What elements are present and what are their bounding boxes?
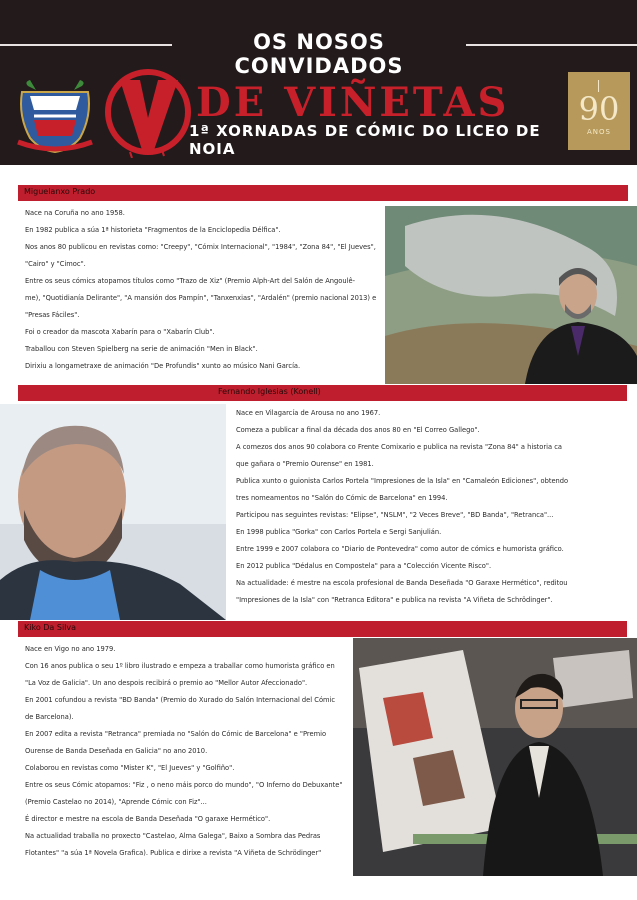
bio-line: Flotantes" "a súa 1ª Novela Grafica). Publica e dirixe a revista "A Viñeta de Schrödinger"	[25, 849, 322, 857]
bio-line: En 1982 publica a súa 1ª historieta "Fragmentos de la Enciclopedia Délfica".	[25, 226, 281, 234]
bio-line: Entre 1999 e 2007 colabora co "Diario de Pontevedra" como autor de cómics e humorista gráfico.	[236, 545, 564, 553]
bio-line: Ourense de Banda Deseñada en Galicia" no ano 2010.	[25, 747, 208, 755]
bio-line: Nos anos 80 publicou en revistas como: "Creepy", "Cómix Internacional", "1984", "Zona 84", "El Jueves",	[25, 243, 376, 251]
bio-line: "Cairo" y "Cimoc".	[25, 260, 86, 268]
guest-photo	[385, 206, 637, 384]
guest-photo	[353, 638, 637, 876]
bio-line: Na actualidade: é mestre na escola profesional de Banda Deseñada "O Garaxe Hermético", reditou	[236, 579, 568, 587]
page-title: OS NOSOS CONVIDADOS	[234, 30, 404, 78]
bio-line: Na actualidad traballa no proxecto "Castelao, Alma Galega", Baixo a Sombra das Pedras	[25, 832, 321, 840]
bio-line: (Premio Castelao no 2014), "Aprende Cómic con Fiz"...	[25, 798, 207, 806]
brand-title: DE VIÑETAS	[196, 79, 510, 126]
bio-line: É director e mestre na escola de Banda Deseñada "O garaxe Hermético".	[25, 815, 271, 823]
anniversary-logo	[568, 72, 630, 150]
bio-line: En 2007 edita a revista "Retranca" premiada no "Salón do Cómic de Barcelona" e "Premio	[25, 730, 327, 738]
title-rule-left	[0, 44, 172, 46]
guest-name: Fernando Iglesias (Konell)	[218, 387, 321, 396]
bio-line: Dirixiu a longametraxe de animación "De Profundis" xunto ao músico Nani García.	[25, 362, 301, 370]
bio-line: Entre os seus Cómic atopamos: "Fiz , o neno máis porco do mundo", "O Inferno do Debuxante"	[25, 781, 343, 789]
bio-line: de Barcelona).	[25, 713, 74, 721]
guest-header-bar	[18, 185, 628, 201]
bio-line: En 2001 cofundou a revista "BD Banda" (Premio do Xurado do Salón Internacional del Cómic	[25, 696, 336, 704]
bio-line: me), "Quotidianía Delirante", "A mansión dos Pampín", "Tanxenxias", "Ardalén" (premio nacional 2013) e	[25, 294, 377, 302]
bio-line: "La Voz de Galicia". Un ano despois recibirá o premio ao "Mellor Autor Afeccionado".	[25, 679, 308, 687]
guest-name: Kiko Da Silva	[24, 623, 77, 632]
bio-line: Con 16 anos publica o seu 1º libro ilustrado e empeza a traballar como humorista gráfico en	[25, 662, 335, 670]
bio-line: Nace en Vigo no ano 1979.	[25, 645, 116, 653]
bio-line: Nace en Vilagarcía de Arousa no ano 1967.	[236, 409, 381, 417]
bio-line: que gañara o "Premio Ourense" en 1981.	[236, 460, 374, 468]
liceo-crest-icon	[16, 76, 94, 154]
bio-line: Traballou con Steven Spielberg na serie de animación "Men in Black".	[25, 345, 258, 353]
bio-line: Participou nas seguintes revistas: "Elipse", "NSLM", "2 Veces Breve", "BD Banda", "Retranca"...	[236, 511, 554, 519]
anniversary-number: 90	[578, 90, 620, 128]
v-logo-icon	[100, 66, 196, 158]
guest-name: Miguelanxo Prado	[24, 187, 96, 196]
event-subtitle: 1ª XORNADAS DE CÓMIC DO LICEO DE NOIA	[189, 122, 541, 158]
bio-line: "Presas Fáciles".	[25, 311, 80, 319]
bio-line: "Impresiones de la Isla" con "Retranca Editora" e publica na revista "A Viñeta de Schrödinger".	[236, 596, 553, 604]
guest-bio	[236, 405, 632, 609]
anniversary-label: ANOS	[587, 128, 611, 136]
title-rule-right	[466, 44, 637, 46]
guest-bio	[25, 205, 385, 375]
header-banner	[0, 0, 637, 165]
bio-line: A comezos dos anos 90 colabora co Frente Comixario e publica na revista "Zona 84" a historia ca	[236, 443, 563, 451]
bio-line: En 1998 publica "Gorka" con Carlos Portela e Sergi Sanjulián.	[236, 528, 442, 536]
bio-line: tres nomeamentos no "Salón do Cómic de Barcelona" en 1994.	[236, 494, 448, 502]
bio-line: Publica xunto o guionista Carlos Portela "Impresiones de la Isla" en "Camaleón Ediciones", obtendo	[236, 477, 569, 485]
bio-line: Colaborou en revistas como "Mister K", "El Jueves" y "Golfiño".	[25, 764, 235, 772]
bio-line: Comeza a publicar a final da década dos anos 80 en "El Correo Gallego".	[236, 426, 480, 434]
guest-header-bar	[18, 385, 627, 401]
bio-line: En 2012 publica "Dédalus en Compostela" para a "Colección Vicente Risco".	[236, 562, 492, 570]
bio-line: Nace na Coruña no ano 1958.	[25, 209, 125, 217]
bio-line: Entre os seus cómics atopamos títulos como "Trazo de Xiz" (Premio Alph-Art del Salón de Angoulê-	[25, 277, 356, 285]
guest-bio	[25, 641, 351, 862]
bio-line: Foi o creador da mascota Xabarín para o "Xabarín Club".	[25, 328, 215, 336]
guest-header-bar	[18, 621, 627, 637]
guest-photo	[0, 404, 226, 620]
